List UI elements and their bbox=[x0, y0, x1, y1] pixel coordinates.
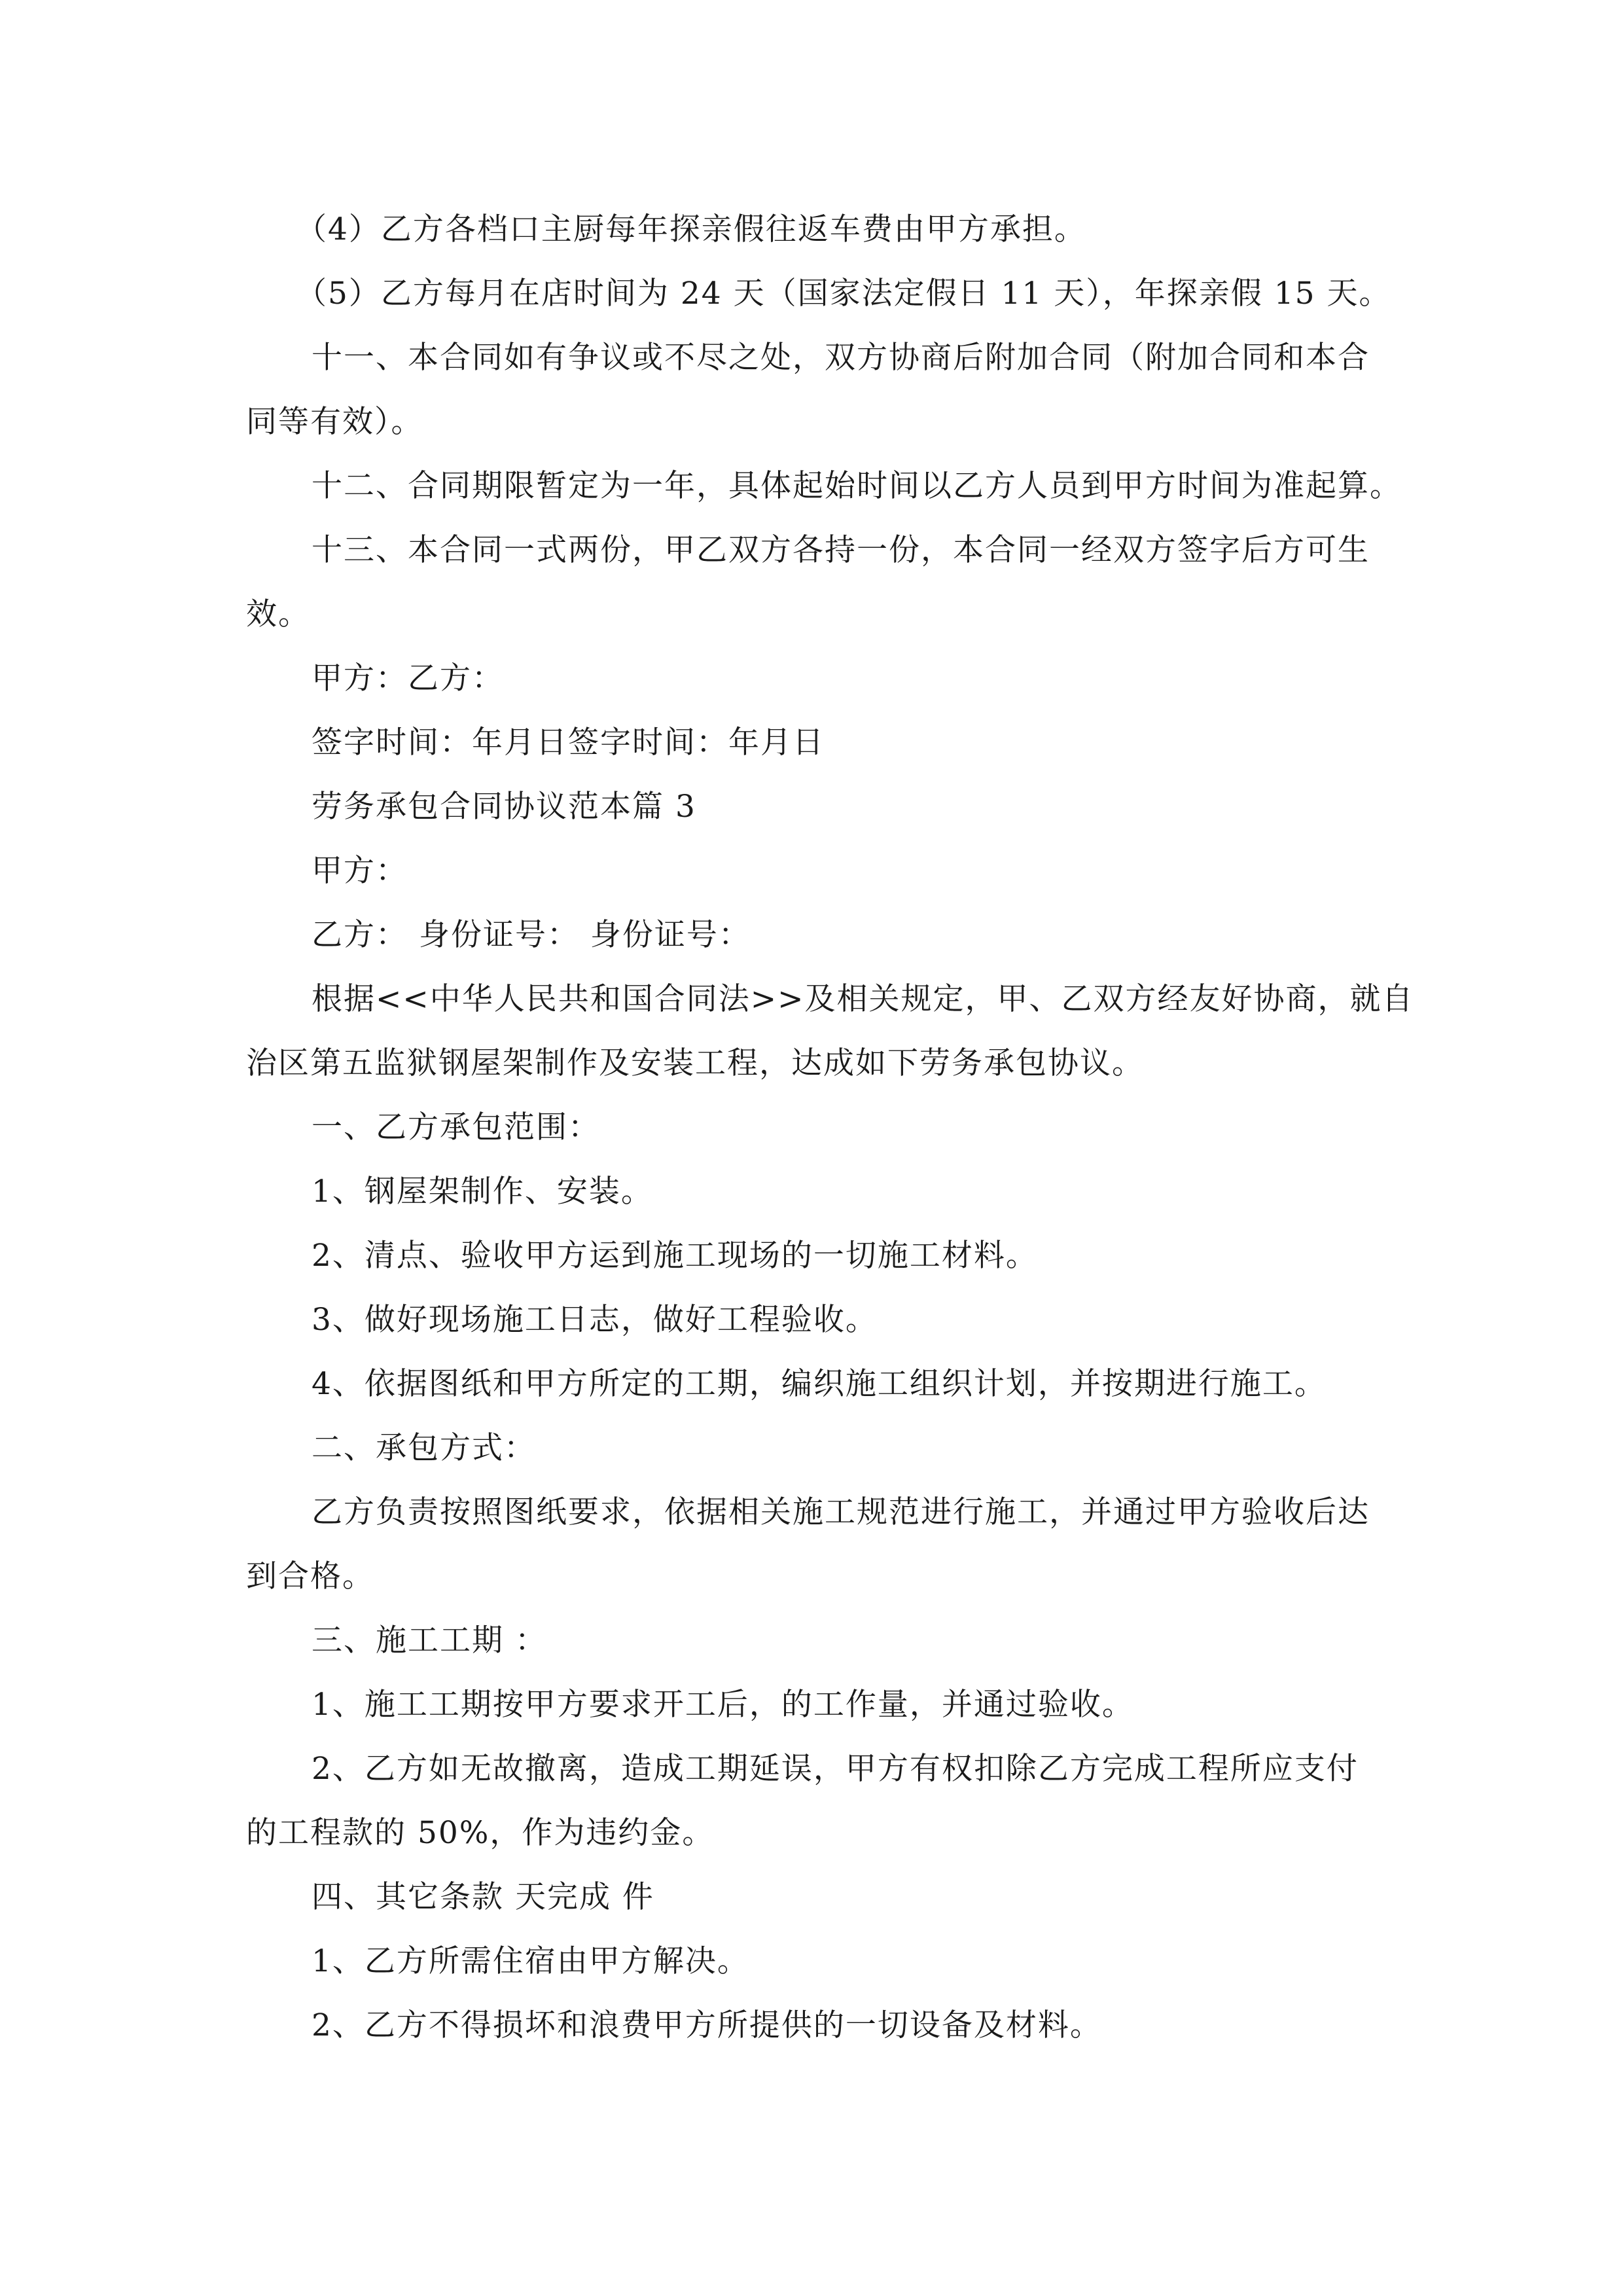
list-item: 1、施工工期按甲方要求开工后，的工作量，并通过验收。 bbox=[312, 1687, 1134, 1723]
list-item: 3、做好现场施工日志，做好工程验收。 bbox=[312, 1302, 878, 1338]
paragraph-line: 根据<<中华人民共和国合同法>>及相关规定，甲、乙双方经友好协商，就自 bbox=[312, 981, 1414, 1017]
signature-parties-line: 甲方：乙方： bbox=[312, 660, 504, 696]
list-item: 4、依据图纸和甲方所定的工期，编织施工组织计划，并按期进行施工。 bbox=[312, 1366, 1327, 1402]
list-item: 1、钢屋架制作、安装。 bbox=[312, 1174, 653, 1210]
document-page bbox=[246, 198, 1414, 2058]
signature-date-line: 签字时间：年月日签字时间：年月日 bbox=[312, 725, 825, 761]
paragraph-line: 十三、本合同一式两份，甲乙双方各持一份，本合同一经双方签字后方可生 bbox=[312, 532, 1370, 568]
section-heading: 劳务承包合同协议范本篇 3 bbox=[312, 789, 696, 825]
paragraph-line: 治区第五监狱钢屋架制作及安装工程，达成如下劳务承包协议。 bbox=[246, 1045, 1144, 1081]
party-a-line: 甲方： bbox=[312, 853, 408, 889]
list-item: 1、乙方所需住宿由甲方解决。 bbox=[312, 1943, 749, 1979]
paragraph-line: （5）乙方每月在店时间为 24 天（国家法定假日 11 天），年探亲假 15 天。 bbox=[296, 276, 1391, 312]
paragraph-line: 效。 bbox=[246, 596, 310, 632]
paragraph-line: 乙方负责按照图纸要求，依据相关施工规范进行施工，并通过甲方验收后达 bbox=[312, 1494, 1370, 1530]
paragraph-line: 十二、合同期限暂定为一年，具体起始时间以乙方人员到甲方时间为准起算。 bbox=[312, 468, 1402, 504]
clause-heading: 四、其它条款 天完成 件 bbox=[312, 1879, 654, 1915]
paragraph-line: 到合格。 bbox=[246, 1558, 374, 1594]
clause-heading: 二、承包方式： bbox=[312, 1430, 536, 1466]
paragraph-line: （4）乙方各档口主厨每年探亲假往返车费由甲方承担。 bbox=[296, 211, 1086, 247]
list-item: 2、乙方如无故撤离，造成工期延误，甲方有权扣除乙方完成工程所应支付 bbox=[312, 1751, 1359, 1787]
list-item: 2、乙方不得损坏和浪费甲方所提供的一切设备及材料。 bbox=[312, 2007, 1102, 2043]
list-item: 2、清点、验收甲方运到施工现场的一切施工材料。 bbox=[312, 1238, 1038, 1274]
paragraph-line: 同等有效）。 bbox=[246, 404, 423, 440]
paragraph-line: 十一、本合同如有争议或不尽之处，双方协商后附加合同（附加合同和本合 bbox=[312, 340, 1370, 376]
party-b-line: 乙方： 身份证号： 身份证号： bbox=[312, 917, 751, 953]
paragraph-line: 的工程款的 50%，作为违约金。 bbox=[246, 1815, 715, 1851]
clause-heading: 一、乙方承包范围： bbox=[312, 1109, 600, 1145]
clause-heading: 三、施工工期 ： bbox=[312, 1623, 547, 1659]
